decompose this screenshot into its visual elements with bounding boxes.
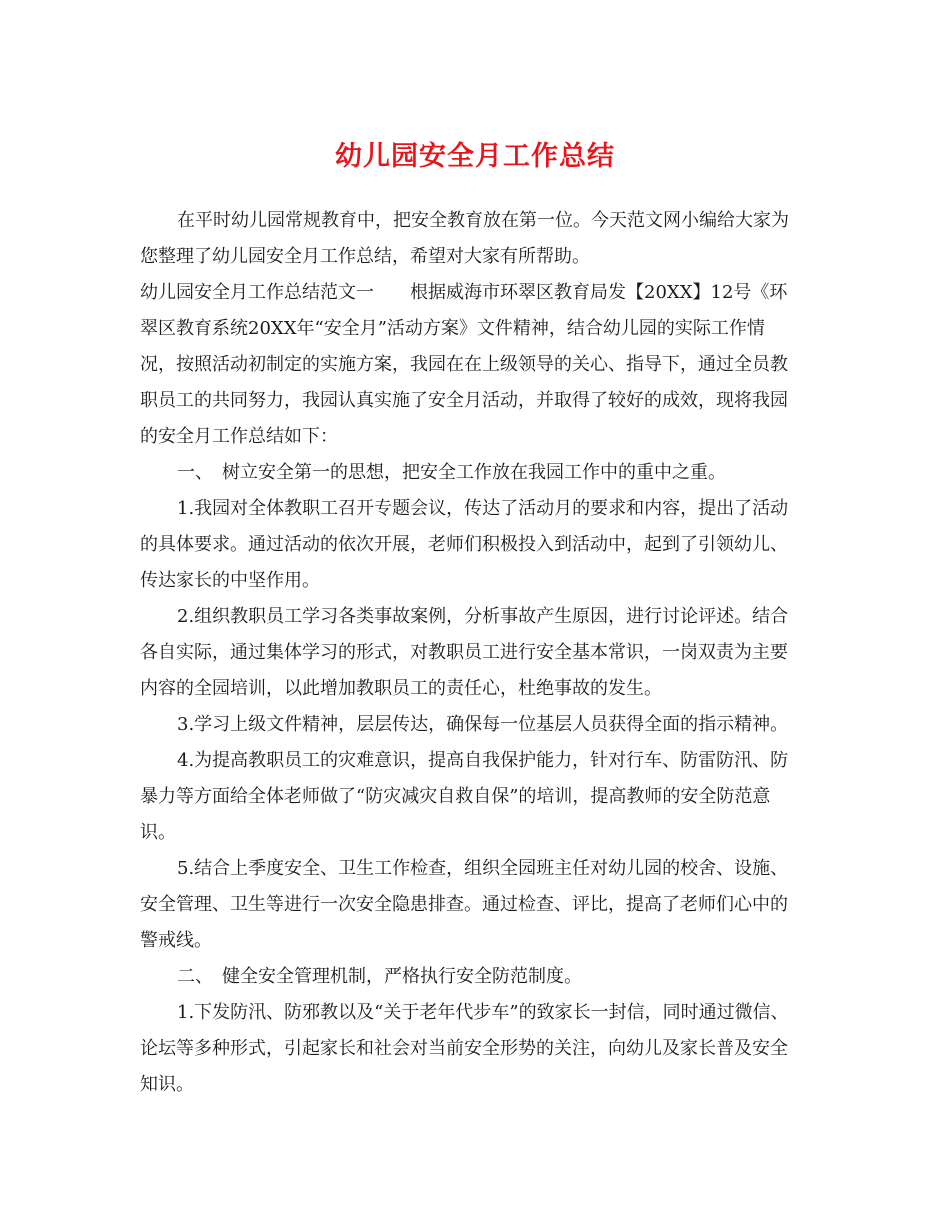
section-heading: 一、 树立安全第一的思想，把安全工作放在我园工作中的重中之重。 [177, 462, 726, 483]
paragraph-line: 安全管理、卫生等进行一次安全隐患排查。通过检查、评比，提高了老师们心中的 [140, 894, 788, 915]
paragraph-line: 况，按照活动初制定的实施方案，我园在在上级领导的关心、指导下，通过全员教 [140, 354, 788, 375]
paragraph-line: 翠区教育系统20XX年“安全月”活动方案》文件精神，结合幼儿园的实际工作情 [140, 318, 765, 339]
paragraph-line: 1.我园对全体教职工召开专题会议，传达了活动月的要求和内容，提出了活动 [177, 498, 789, 519]
paragraph-line: 2.组织教职员工学习各类事故案例，分析事故产生原因，进行讨论评述。结合 [177, 606, 789, 627]
paragraph-line: 论坛等多种形式，引起家长和社会对当前安全形势的关注，向幼儿及家长普及安全 [140, 1038, 788, 1059]
paragraph-line: 内容的全园培训，以此增加教职员工的责任心，杜绝事故的发生。 [140, 678, 662, 699]
paragraph-line: 4.为提高教职员工的灾难意识，提高自我保护能力，针对行车、防雷防汛、防 [177, 750, 789, 771]
section-heading: 二、 健全安全管理机制，严格执行安全防范制度。 [177, 966, 582, 987]
paragraph-line: 5.结合上季度安全、卫生工作检查，组织全园班主任对幼儿园的校舍、设施、 [177, 858, 789, 879]
paragraph-line: 警戒线。 [140, 930, 212, 951]
paragraph-line: 识。 [140, 822, 176, 843]
paragraph-line: 的具体要求。通过活动的依次开展，老师们积极投入到活动中，起到了引领幼儿、 [140, 534, 788, 555]
paragraph-line: 各自实际，通过集体学习的形式，对教职员工进行安全基本常识，一岗双责为主要 [140, 642, 788, 663]
paragraph-line: 在平时幼儿园常规教育中，把安全教育放在第一位。今天范文网小编给大家为 [177, 210, 789, 231]
paragraph-line: 知识。 [140, 1074, 194, 1095]
paragraph-line: 您整理了幼儿园安全月工作总结，希望对大家有所帮助。 [140, 246, 590, 267]
paragraph-line: 的安全月工作总结如下： [140, 426, 338, 447]
paragraph-line: 1.下发防汛、防邪教以及“关于老年代步车”的致家长一封信，同时通过微信、 [177, 1002, 789, 1023]
document-title: 幼儿园安全月工作总结 [335, 141, 615, 172]
paragraph-line: 幼儿园安全月工作总结范文一 根据威海市环翠区教育局发【20XX】12号《环 [140, 282, 788, 303]
paragraph-line: 暴力等方面给全体老师做了“防灾减灾自救自保”的培训，提高教师的安全防范意 [140, 786, 771, 807]
paragraph-line: 传达家长的中坚作用。 [140, 570, 320, 591]
paragraph-line: 职员工的共同努力，我园认真实施了安全月活动，并取得了较好的成效，现将我园 [140, 390, 788, 411]
paragraph-line: 3.学习上级文件精神，层层传达，确保每一位基层人员获得全面的指示精神。 [177, 714, 789, 735]
